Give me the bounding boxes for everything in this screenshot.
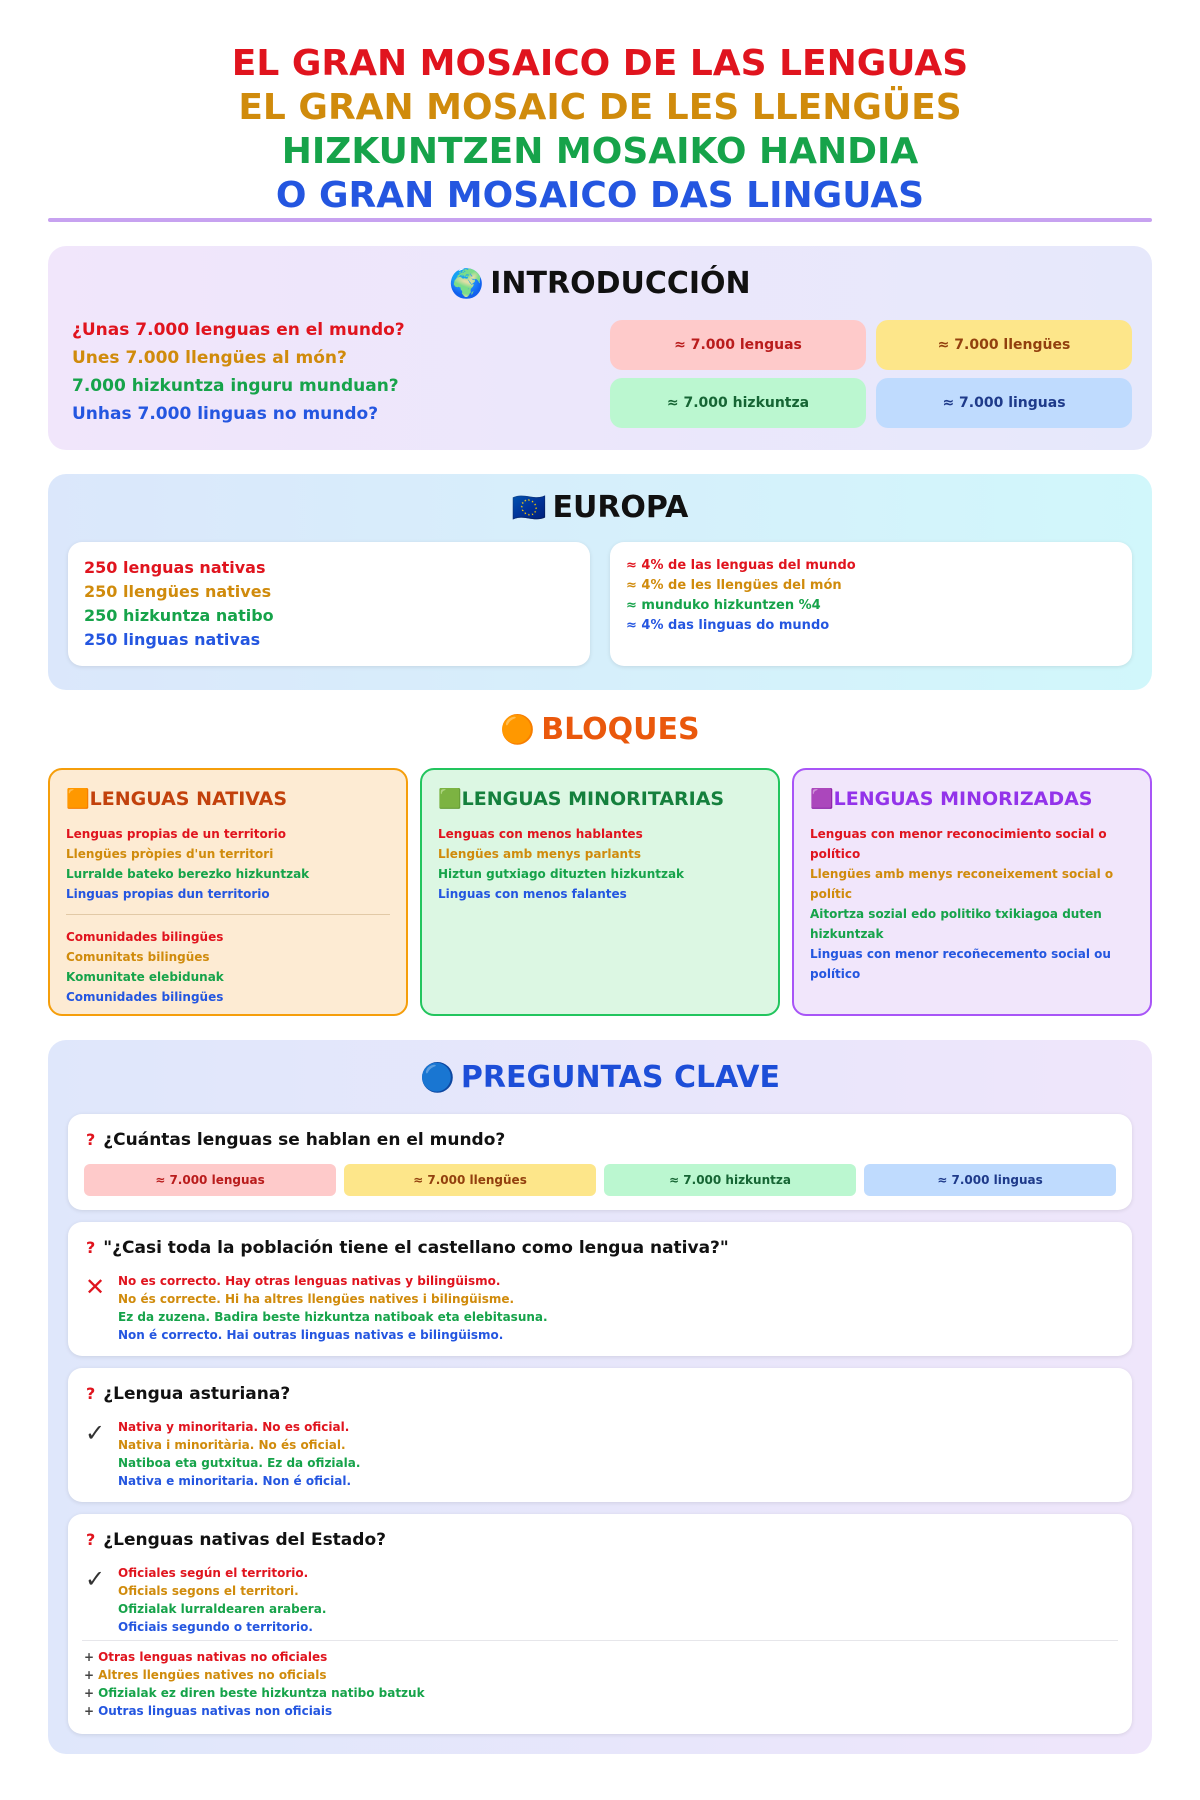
question-card-2 [68,1222,1132,1356]
europa-native-card [68,542,590,666]
answer-line: No es correcto. Hay otras lenguas nativas y bilingüismo. [118,1274,501,1288]
check-icon: ✓ [84,1565,106,1593]
bloque-line: Linguas con menor recoñecemento social ou político [810,947,1111,981]
answer-line: Non é correcto. Hai outras linguas nativas e bilingüismo. [118,1328,504,1342]
question-card-1 [68,1114,1132,1210]
bloque-line: Lurralde bateko berezko hizkuntzak [66,867,310,881]
answer-line: Nativa e minoritaria. Non é oficial. [118,1474,351,1488]
bloque-title-minoritarias-text: LENGUAS MINORITARIAS [461,788,725,810]
question-title-1 [86,1128,505,1152]
bloque-line: Llengües pròpies d'un territori [66,847,274,861]
plus-line [84,1684,425,1702]
intro-line-ca: Unes 7.000 llengües al món? [72,348,347,368]
answer-line: Ofizialak lurraldearen arabera. [118,1602,327,1616]
plus-line [84,1666,425,1684]
question-mark-icon: ? [86,1384,96,1403]
preguntas-heading-text: PREGUNTAS CLAVE [460,1060,780,1095]
intro-pill-gl: ≈ 7.000 linguas [876,378,1132,428]
bloque-line: Lenguas con menos hablantes [438,827,643,841]
answer-line: Oficials segons el territori. [118,1584,299,1598]
bloque-line: Lenguas con menor reconocimiento social o político [810,827,1107,861]
intro-section [48,246,1152,450]
europa-share-eu: ≈ munduko hizkuntzen %4 [626,598,821,613]
purple-square-icon: 🟪 [810,788,834,810]
cross-icon: ✕ [84,1273,106,1301]
answer-line: No és correcte. Hi ha altres llengües natives i bilingüisme. [118,1292,515,1306]
plus-text: Altres llengües natives no oficials [98,1668,327,1682]
answer-line: Oficiais segundo o territorio. [118,1620,313,1634]
plus-lines-4 [84,1648,425,1720]
title-divider [48,218,1152,222]
bloques-heading-text: BLOQUES [541,712,700,747]
plus-line [84,1702,425,1720]
bloque-title-nativas [66,786,390,812]
intro-heading [48,264,1152,304]
intro-line-eu: 7.000 hizkuntza inguru munduan? [72,376,399,396]
bloque-extra-line: Comunidades bilingües [66,930,224,944]
intro-questions [72,316,405,428]
europa-heading [48,488,1152,528]
title-eu: HIZKUNTZEN MOSAIKO HANDIA [281,131,919,172]
question-mark-icon: ? [86,1238,96,1257]
plus-icon: + [84,1650,95,1664]
plus-text: Ofizialak ez diren beste hizkuntza natibo batzuk [98,1686,425,1700]
bloque-line: Linguas propias dun territorio [66,887,270,901]
bloque-card-nativas [48,768,408,1016]
preguntas-heading [48,1058,1152,1098]
question-mark-icon: ? [86,1530,96,1549]
answer-lines-3 [118,1418,360,1490]
plus-icon: + [84,1686,95,1700]
title-es: EL GRAN MOSAICO DE LAS LENGUAS [231,43,969,84]
bloque-extra-line: Comunitats bilingües [66,950,210,964]
europa-native-eu: 250 hizkuntza natibo [84,606,274,625]
europa-share-ca: ≈ 4% de les llengües del món [626,578,842,593]
bloques-heading [0,710,1200,750]
bloque-card-minorizadas [792,768,1152,1016]
intro-line-es: ¿Unas 7.000 lenguas en el mundo? [72,320,405,340]
europa-share-es: ≈ 4% de las lenguas del mundo [626,558,856,573]
plus-line [84,1648,425,1666]
answer-line: Ez da zuzena. Badira beste hizkuntza natiboak eta elebitasuna. [118,1310,548,1324]
europa-native-gl: 250 linguas nativas [84,630,261,649]
plus-icon: + [84,1704,95,1718]
europa-section [48,474,1152,690]
question-text-1: ¿Cuántas lenguas se hablan en el mundo? [103,1130,506,1150]
question-title-3 [86,1382,290,1406]
question-card-3 [68,1368,1132,1502]
bloque-line: Llengües amb menys reconeixement social o polític [810,867,1114,901]
bloque-extra-line: Komunitate elebidunak [66,970,224,984]
eu-flag-icon: 🇪🇺 [511,491,547,524]
bloque-line: Hiztun gutxiago dituzten hizkuntzak [438,867,685,881]
bloque-line: Lenguas propias de un territorio [66,827,287,841]
q1-pill-gl: ≈ 7.000 linguas [864,1164,1116,1196]
question-title-2 [86,1236,729,1260]
bloque-title-minoritarias [438,786,762,812]
europa-heading-text: EUROPA [552,490,689,525]
bloque-title-nativas-text: LENGUAS NATIVAS [89,788,288,810]
check-icon: ✓ [84,1419,106,1447]
intro-pill-ca: ≈ 7.000 llengües [876,320,1132,370]
question-mark-icon: ? [86,1130,96,1149]
question-text-3: ¿Lengua asturiana? [103,1384,291,1404]
bloque-divider [66,914,390,915]
answer-line: Nativa i minoritària. No és oficial. [118,1438,346,1452]
intro-heading-text: INTRODUCCIÓN [490,266,751,301]
q1-pill-es: ≈ 7.000 lenguas [84,1164,336,1196]
question-text-2: "¿Casi toda la población tiene el castellano como lengua nativa?" [103,1238,729,1258]
bloque-title-minorizadas [810,786,1134,812]
intro-pill-es: ≈ 7.000 lenguas [610,320,866,370]
orange-circle-icon: 🟠 [500,713,536,746]
europa-share-gl: ≈ 4% das linguas do mundo [626,618,830,633]
answer-line: Natiboa eta gutxitua. Ez da ofiziala. [118,1456,361,1470]
intro-pill-eu: ≈ 7.000 hizkuntza [610,378,866,428]
bloque-title-minorizadas-text: LENGUAS MINORIZADAS [833,788,1093,810]
bloque-line: Llengües amb menys parlants [438,847,641,861]
q4-divider [82,1640,1118,1641]
q1-pill-ca: ≈ 7.000 llengües [344,1164,596,1196]
title-gl: O GRAN MOSAICO DAS LINGUAS [275,175,925,216]
plus-icon: + [84,1668,95,1682]
q1-pill-eu: ≈ 7.000 hizkuntza [604,1164,856,1196]
answer-lines-4 [118,1564,326,1636]
europa-native-ca: 250 llengües natives [84,582,272,601]
blue-circle-icon: 🔵 [420,1061,455,1094]
question-title-4 [86,1528,386,1552]
bloque-card-minoritarias [420,768,780,1016]
plus-text: Outras linguas nativas non oficiais [98,1704,333,1718]
plus-text: Otras lenguas nativas no oficiales [98,1650,328,1664]
europa-share-card [610,542,1132,666]
bloque-extra-line: Comunidades bilingües [66,990,224,1004]
answer-line: Nativa y minoritaria. No es oficial. [118,1420,350,1434]
bloque-line: Aitortza sozial edo politiko txikiagoa duten hizkuntzak [810,907,1102,941]
bloque-line: Linguas con menos falantes [438,887,627,901]
intro-line-gl: Unhas 7.000 linguas no mundo? [72,404,379,424]
preguntas-section [48,1040,1152,1754]
answer-lines-2 [118,1272,548,1344]
green-square-icon: 🟩 [438,788,462,810]
europa-native-es: 250 lenguas nativas [84,558,266,577]
orange-square-icon: 🟧 [66,788,90,810]
globe-icon: 🌍 [449,267,485,300]
title-ca: EL GRAN MOSAIC DE LES LLENGÜES [238,87,962,128]
question-card-4 [68,1514,1132,1734]
answer-line: Oficiales según el territorio. [118,1566,309,1580]
question-text-4: ¿Lenguas nativas del Estado? [103,1530,386,1550]
